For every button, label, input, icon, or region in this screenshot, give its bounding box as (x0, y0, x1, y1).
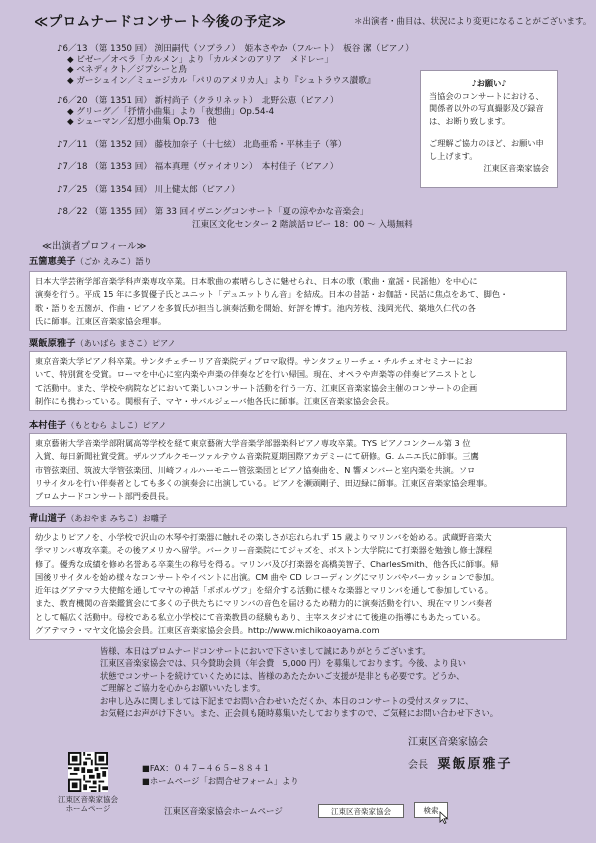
profile-line: 市管弦楽団、筑波大学管弦楽団、川崎フィルハーモニー管弦楽団とピアノ協奏曲を、N 響メンバーと室内楽を共演。ソロ (35, 464, 476, 475)
profile-header (29, 254, 567, 268)
search-button[interactable]: 検索 (414, 802, 448, 818)
closing-line: ご理解とご協力を心からお願いいたします。 (100, 683, 266, 694)
homepage-label: 江東区音楽家協会ホームページ (164, 807, 283, 817)
closing-line: 皆様、本日はプロムナードコンサートにおいで下さいまして誠にありがとうございます。 (100, 646, 431, 656)
signature (408, 753, 513, 772)
profile-line: て活動中。また、学校や病院などにおいて楽しいコンサート活動を行う一方、江東区音楽家協会主催のコンサートの企画 (35, 382, 478, 393)
profile-line: 歌・語りを五箇が、作曲・ピアノを多賀氏が担当し演奏活動を開始、好評を博す。池内芳枝、浅岡光代、築地久仁代の各 (35, 302, 476, 313)
cursor-icon (439, 811, 449, 824)
profile-line: 近年はグアテマラ大使館を通してマヤの神話「ポポルヴフ」を紹介する活動に様々な楽器とマリンバを通して参加している。 (35, 585, 493, 596)
profile-body (29, 271, 567, 331)
signature-association: 江東区音楽家協会 (408, 737, 488, 748)
signature-name: 粟飯原雅子 (437, 757, 513, 772)
profile-role: お囃子 (142, 513, 168, 523)
profile-reading: （あおやま みちこ） (66, 513, 143, 523)
program-item: ◆ ビゼー／オペラ「カルメン」より「カルメンのアリア メドレー」 (67, 54, 333, 65)
schedule-item: ♪7／25 （第 1354 回） 川上健太郎（ピアノ） (57, 185, 240, 195)
profile-reading: （もとむら よしこ） (66, 420, 143, 430)
profiles-heading: ≪出演者プロフィール≫ (42, 241, 147, 252)
notice-line: し上げます。 (429, 150, 478, 161)
profile-line: 幼少よりピアノを、小学校で沢山の木琴や打楽器に触れその楽しさが忘れられず 15 歳よりマリンバを始める。武蔵野音楽大 (35, 532, 492, 542)
notice-line: 当協会のコンサートにおける、 (429, 90, 544, 101)
profile-line: グアテマラ・マヤ文化協会会員。江東区音楽家協会会員。http://www.michikoaoyama.com (35, 625, 380, 636)
notice-spacer (429, 127, 549, 137)
schedule-line: ♪6／20 （第 1351 回） 新村尚子（クラリネット） 北野公恵（ピアノ） (57, 96, 339, 106)
profile-line: 学マリンバ専攻卒業。その後アメリカへ留学。バークリー音楽院にてジャズを、ボストン大学院にて打楽器を勉強し修士課程 (35, 545, 493, 556)
profile-role: ピアノ (142, 420, 167, 430)
closing-line: 状態でコンサートを続けていくためには、皆様のあたたかいご支援が是非とも必要です。どうか、 (100, 670, 465, 681)
profile-header (29, 336, 567, 350)
venue: 江東区文化センター 2 階談話ロビー 18：00 ～ 入場無料 (192, 220, 413, 230)
schedule-item (57, 96, 339, 128)
profile-name: 五箇恵美子 (29, 256, 76, 267)
program-item: ◆ ベネディクト／ジプシーと鳥 (67, 65, 188, 76)
profile-line: 修了。優秀な成績を修め名誉ある卒業生の称号を得る。マリンバ及び打楽器を高橋美智子、CharlesSmith、他各氏に師事。帰 (35, 558, 499, 569)
qr-caption (56, 795, 120, 813)
profile-body (29, 433, 567, 507)
profile-line: プロムナードコンサート部門委員長。 (35, 491, 174, 502)
profile-reading: （あいばら まさこ） (75, 338, 152, 348)
search-input[interactable]: 江東区音楽家協会 (318, 804, 404, 818)
notice-line: 関係者以外の写真撮影及び録音 (429, 103, 544, 113)
profile-line: また、教育機関の音楽鑑賞会にて多くの子供たちにマリンバの音色を届けるため精力的に演奏活動を行い、現在マリンバ奏者 (35, 598, 493, 609)
profile-line: 日本大学芸術学部音楽学科声楽専攻卒業。日本歌曲の素晴らしさに魅せられ、日本の歌（歌曲・童謡・民謡他）を中心に (35, 276, 478, 286)
profile-line: 制作にも携わっている。関根有子、マヤ・サバルジェーバ他各氏に師事。江東区音楽家協会会長。 (35, 395, 394, 406)
schedule-item (57, 44, 414, 86)
profile-name: 粟飯原雅子 (29, 338, 76, 349)
profile-name: 本村佳子 (29, 420, 67, 431)
notice-title: ♪お願い♪ (471, 78, 507, 88)
profile-line: 東京音楽大学ピアノ科卒業。サンタチェチーリア音楽院ディプロマ取得。サンタフェリーチェ・チルチェオセミナーにお (35, 356, 473, 366)
profile-reading: （ごか えみこ） (75, 256, 136, 266)
homepage-contact: ■ホームページ「お問合せフォーム」より (142, 776, 299, 786)
qr-caption-line: 江東区音楽家協会 (58, 795, 118, 804)
profile-role: ピアノ (151, 338, 176, 348)
fax-number: ■FAX：０４７−４６５−８８４１ (142, 763, 271, 773)
profile-header (29, 511, 567, 525)
schedule-line: ♪6／13 （第 1350 回） 渕田嗣代（ソプラノ） 姫本さやか（フルート） 板谷 潔（ピアノ） (57, 44, 414, 54)
notice-line: は、お断り致します。 (429, 115, 511, 126)
program-item: ◆ グリーグ／「抒情小曲集」より「夜想曲」Op.54-4 (67, 106, 275, 117)
notice-line: ご理解ご協力のほど、お願い申 (429, 138, 544, 148)
profile-body (29, 351, 567, 411)
schedule-item: ♪8／22 （第 1355 回） 第 33 回イヴニングコンサート「夏の涼やかな音楽会」 (57, 207, 369, 217)
program-item: ◆ シューマン／幻想小曲集 Op.73 他 (67, 117, 217, 128)
notice-sign: 江東区音楽家協会 (483, 163, 549, 173)
qr-code-icon[interactable] (68, 752, 108, 792)
closing-line: お申し込みに関しましては下記までお問い合わせいただくか、本日のコンサートの受付スタッフに、 (100, 695, 474, 706)
profile-line: として幅広く活動中。母校である私立小学校にて音楽教員の経験もあり、主宰スタジオにて後進の指導にもあたっている。 (35, 611, 486, 622)
closing-message (100, 645, 570, 719)
qr-caption-line: ホームページ (65, 804, 111, 813)
program-item: ◆ ガーシュイン／ミュージカル「パリのアメリカ人」より『シュトラウス讃歌』 (67, 75, 376, 86)
profile-header (29, 418, 567, 432)
profile-line: リサイタルを行い伴奏者としても多くの演奏会に出演している。ピアノを瀬頭剛子、田辺緑に師事。江東区音楽家協会理事。 (35, 477, 493, 488)
profile-body (29, 527, 567, 640)
profile-name: 青山道子 (29, 513, 67, 524)
profile-line: 演奏を行う。平成 15 年に多賀優子氏とユニット「デュエットりん音」を結成。日本の昔話・お伽話・民話に焦点をあて、脚色・ (35, 289, 509, 300)
profile-line: 入賞、毎日新聞社賞受賞。ザルツブルクモーツァルテウム音楽院夏期国際アカデミーにて研修。G. ムニエ氏に師事。三鷹 (35, 451, 479, 462)
profile-line: 東京藝術大学音楽学部附属高等学校を経て東京藝術大学音楽学部器楽科ピアノ専攻卒業。TYS ピアノコンクール第 3 位 (35, 438, 471, 448)
closing-line: 江東区音楽家協会では、只今賛助会員（年会費 5,000 円）を募集しております。今後、より良い (100, 658, 466, 669)
profile-line: いて、特別賞を受賞。ローマを中心に室内楽や声楽の伴奏などを行い帰国。現在、オペラや声楽等の伴奏ピアニストとし (35, 369, 477, 380)
schedule-item: ♪7／11 （第 1352 回） 藤枝加奈子（十七絃） 北島亜希・平林圭子（箏） (57, 140, 347, 150)
signature-title: 会長 (408, 760, 428, 771)
notice-box (420, 70, 558, 188)
closing-line: お気軽にお声がけ下さい。また、正会員も随時募集いたしておりますので、ご気軽にお問い合わせ下さい。 (100, 708, 499, 719)
profile-role: 語り (135, 256, 152, 266)
profile-line: 国後リサイタルを始め様々なコンサートやイベントに出演。CM 曲や CD レコーディングにマリンバやパーカッションで参加。 (35, 571, 500, 582)
profile-line: 氏に師事。江東区音楽家協会理事。 (35, 315, 167, 326)
change-notice: ＊出演者・曲目は、状況により変更になることがございます。 (354, 17, 592, 27)
contact-info (142, 762, 299, 788)
schedule-item: ♪7／18 （第 1353 回） 福本真理（ヴァイオリン） 本村佳子（ピアノ） (57, 162, 339, 172)
page-title: ≪プロムナードコンサート今後の予定≫ (34, 14, 287, 30)
